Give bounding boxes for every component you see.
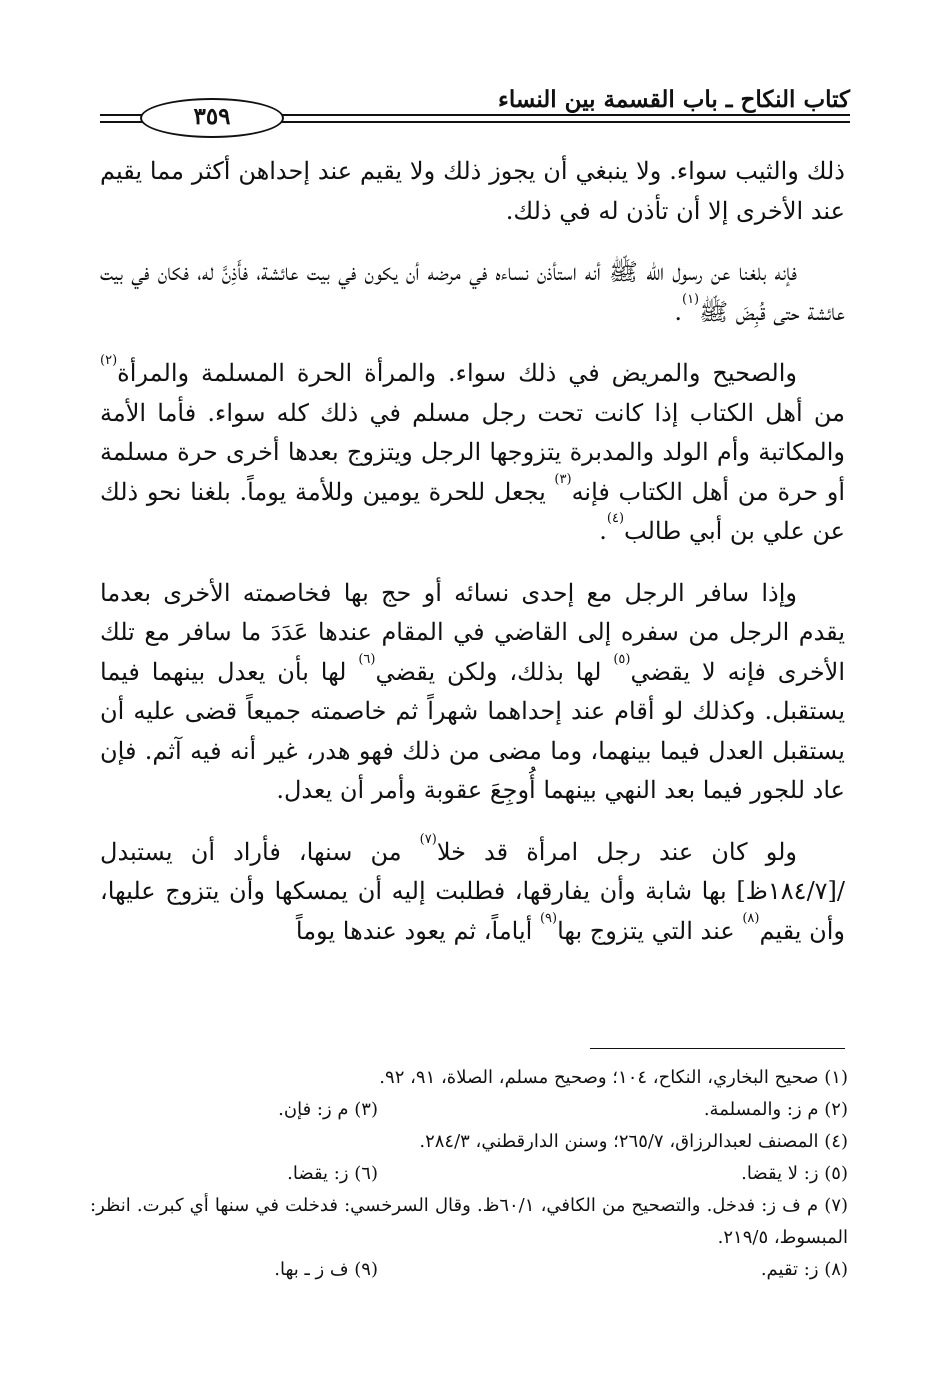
footnote-ref-8: (٨) <box>742 910 760 926</box>
footnote-3: (٣) م ز: فإن. <box>278 1099 378 1120</box>
main-text <box>100 152 845 951</box>
paragraph-3-text-a: والصحيح والمريض في ذلك سواء. والمرأة الحرة المسلمة والمرأة <box>117 359 797 387</box>
footnote-4 <box>90 1126 848 1158</box>
paragraph-4-text-b: لها بذلك، ولكن يقضي <box>375 657 614 686</box>
footnote-ref-3: (٣) <box>554 471 572 487</box>
footnote-7: (٧) م ف ز: فدخل. والتصحيح من الكافي، ٦٠/١ظ. وقال السرخسي: فدخلت في سنها أي كبرت. انظر: المبسوط، ٢١٩/٥. <box>90 1195 849 1248</box>
footnote-4-text: (٤) المصنف لعبدالرزاق، ٢٦٥/٧؛ وسنن الدارقطني، ٢٨٤/٣. <box>419 1131 848 1152</box>
footnote-1 <box>90 1062 848 1094</box>
paragraph-3-end: . <box>599 517 607 545</box>
page-number: ٣٥٩ <box>140 98 284 138</box>
paragraph-4 <box>100 574 845 811</box>
paragraph-2 <box>100 253 845 332</box>
paragraph-5-text-d: أياماً، ثم يعود عندها يوماً <box>295 916 540 945</box>
paragraph-4-text-c: لها بأن يعدل بينهما فيما يستقبل. وكذلك لو أقام عند إحداهما شهراً ثم خاصمته جميعاً قضى عليه أن يستقبل العدل فيما بينهما، وما مضى من ذلك فهو هدر، غير أنه فيه آثم. فإن عاد للجور فيما بعد النهي بينهما أُوجِعَ عقوبة وأمر أن يعدل. <box>100 657 845 804</box>
footnote-row-8-9 <box>90 1254 848 1286</box>
paragraph-2-text: فإنه بلغنا عن رسول الله ﷺ أنه استأذن نساءه في مرضه أن يكون في بيت عائشة، فأَذِنَّ له، فكان في بيت عائشة حتى قُبِضَ ﷺ <box>100 258 845 326</box>
footnote-row-2-3 <box>90 1094 848 1126</box>
footnote-ref-9: (٩) <box>539 910 558 926</box>
footnotes <box>90 1062 848 1286</box>
footnote-6: (٦) ز: يقضا. <box>287 1163 378 1184</box>
paragraph-5 <box>100 833 845 952</box>
paragraph-3-text-c: يجعل للحرة يومين وللأمة يوماً. بلغنا نحو ذلك عن علي بن أبي طالب <box>100 477 845 545</box>
paragraph-4-text-a: وإذا سافر الرجل مع إحدى نسائه أو حج بها فخاصمته الأخرى بعدما يقدم الرجل من سفره إلى القاضي في المقام عندها عَدَدَ ما سافر مع تلك الأخرى فإنه لا يقضي <box>100 578 846 686</box>
paragraph-5-text-a: ولو كان عند رجل امرأة قد خلا <box>436 837 797 866</box>
footnote-9: (٩) ف ز ـ بها. <box>274 1259 378 1280</box>
page-header <box>100 78 850 134</box>
footnote-separator <box>590 1048 845 1049</box>
paragraph-3-text-b: من أهل الكتاب إذا كانت تحت رجل مسلم في ذلك كله سواء. فأما الأمة والمكاتبة وأم الولد والمدبرة يتزوجها الرجل ويتزوج بعدها أخرى حرة مسلمة أو حرة من أهل الكتاب فإنه <box>100 398 845 506</box>
footnote-1-text: (١) صحيح البخاري، النكاح، ١٠٤؛ وصحيح مسلم، الصلاة، ٩١، ٩٢. <box>379 1067 848 1088</box>
footnote-row-5-6 <box>90 1158 848 1190</box>
footnote-ref-5: (٥) <box>613 651 631 667</box>
running-title: كتاب النكاح ـ باب القسمة بين النساء <box>498 86 850 113</box>
paragraph-1: ذلك والثيب سواء. ولا ينبغي أن يجوز ذلك ولا يقيم عند إحداهن أكثر مما يقيم عند الأخرى إلا أن تأذن له في ذلك. <box>100 157 845 225</box>
paragraph-3 <box>100 354 845 552</box>
footnote-8: (٨) ز: تقيم. <box>760 1259 848 1280</box>
paragraph-5-text-b: من سنها، فأراد أن يستبدل /[١٨٤/٧ظ] بها شابة وأن يفارقها، فطلبت إليه أن يمسكها وأن يتزوج عليها، وأن يقيم <box>100 837 845 945</box>
footnote-ref-4: (٤) <box>606 511 625 526</box>
paragraph-5-text-c: عند التي يتزوج بها <box>557 916 743 945</box>
footnote-ref-2: (٢) <box>100 353 118 368</box>
footnote-ref-1: (١) <box>681 291 700 307</box>
footnote-2: (٢) م ز: والمسلمة. <box>703 1099 848 1120</box>
paragraph-2-end: . <box>674 297 682 326</box>
footnote-ref-6: (٦) <box>358 651 376 667</box>
footnote-ref-7: (٧) <box>419 831 437 847</box>
footnote-5: (٥) ز: لا يقضا. <box>741 1163 848 1184</box>
